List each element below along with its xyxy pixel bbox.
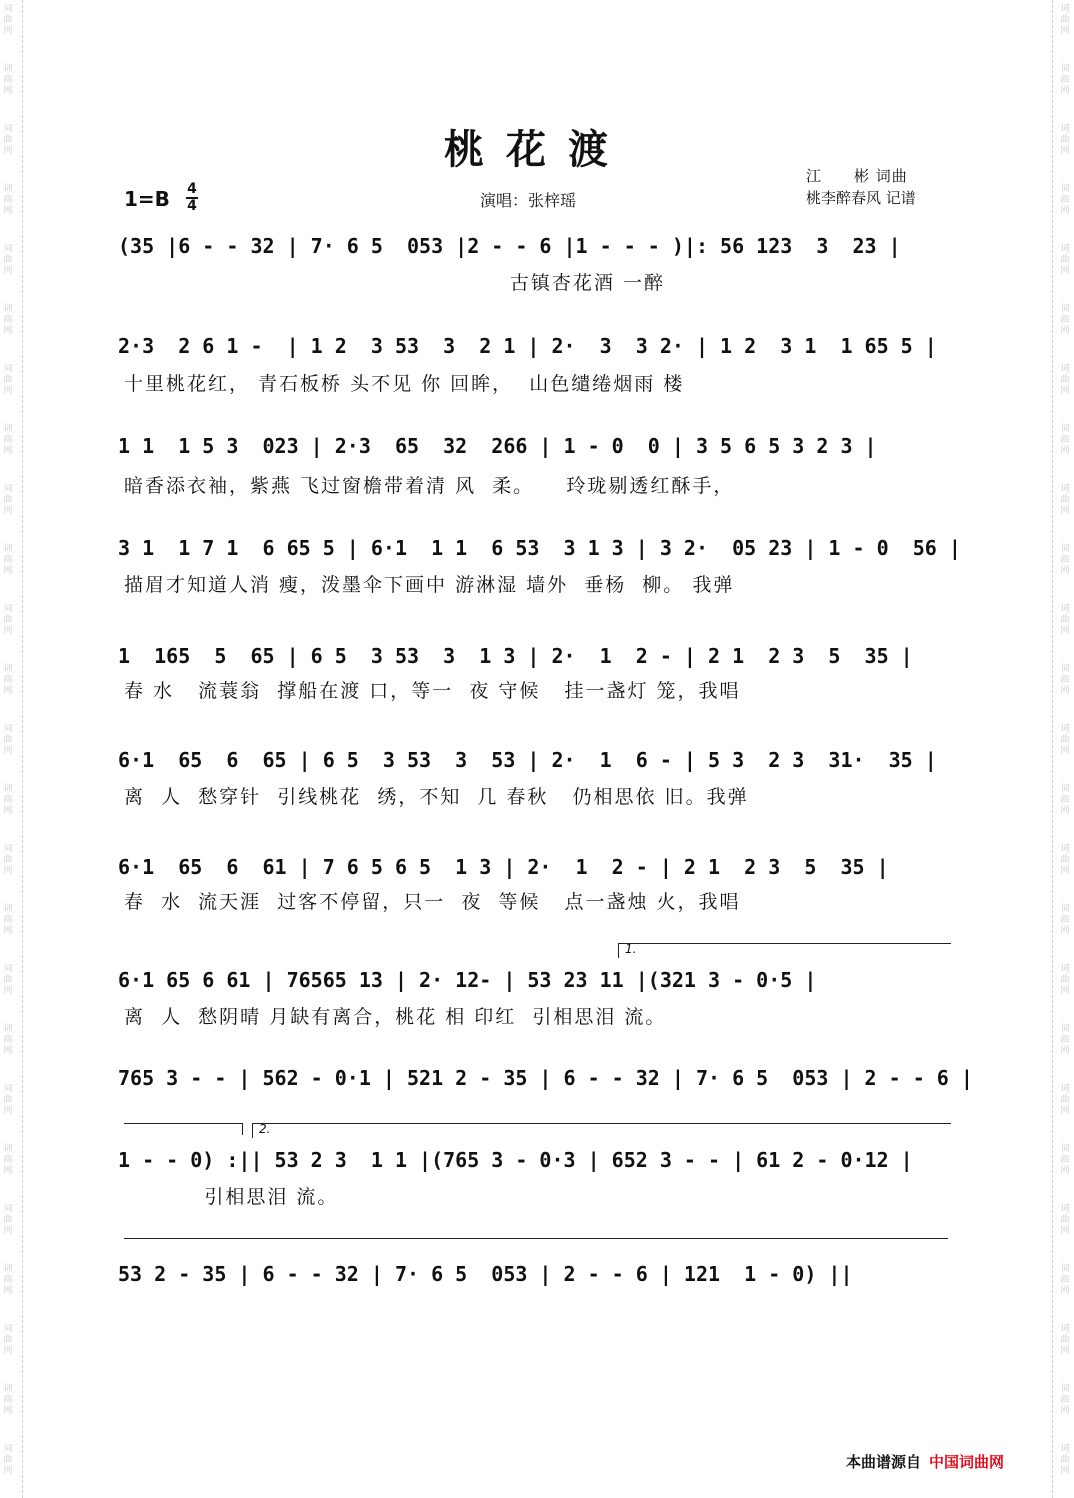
watermark-text: 词 曲 网 <box>3 4 13 36</box>
volta-1-label: 1. <box>625 942 637 956</box>
watermark-text: 词 曲 网 <box>3 1264 13 1296</box>
watermark-text: 词 曲 网 <box>3 184 13 216</box>
watermark-text: 词 曲 网 <box>1060 544 1070 576</box>
watermark-text: 词 曲 网 <box>3 424 13 456</box>
watermark-text: 词 曲 网 <box>1060 1384 1070 1416</box>
watermark-text: 词 曲 网 <box>1060 724 1070 756</box>
lyric-row-2: 十里桃花红， 青石板桥 头不见 你 回眸， 山色缱绻烟雨 楼 <box>124 373 685 395</box>
watermark-text: 词 曲 网 <box>1060 1204 1070 1236</box>
notation-row-7: 6·1 65 6 61 | 7 6 5 6 5 1 3 | 2· 1 2 - | 2 1 2 3 5 35 | <box>118 855 889 879</box>
time-signature <box>186 182 198 214</box>
watermark-text: 词 曲 网 <box>1060 364 1070 396</box>
watermark-text: 词 曲 网 <box>3 664 13 696</box>
watermark-text: 词 曲 网 <box>3 1324 13 1356</box>
watermark-text: 词 曲 网 <box>1060 1444 1070 1476</box>
watermark-text: 词 曲 网 <box>3 964 13 996</box>
watermark-text: 词 曲 网 <box>1060 304 1070 336</box>
lyric-row-10: 引相思泪 流。 <box>124 1186 339 1208</box>
watermark-text: 词 曲 网 <box>1060 124 1070 156</box>
notation-row-5: 1 165 5 65 | 6 5 3 53 3 1 3 | 2· 1 2 - | 2 1 2 3 5 35 | <box>118 644 913 668</box>
watermark-text: 词 曲 网 <box>3 244 13 276</box>
watermark-text: 词 曲 网 <box>3 364 13 396</box>
notation-row-2: 2·3 2 6 1 - | 1 2 3 53 3 2 1 | 2· 3 3 2· | 1 2 3 1 1 65 5 | <box>118 334 937 358</box>
notation-row-1: (35 |6 - - 32 | 7· 6 5 053 |2 - - 6 |1 - - - )|: 56 123 3 23 | <box>118 234 901 258</box>
watermark-text: 词 曲 网 <box>3 304 13 336</box>
watermark-text: 词 曲 网 <box>1060 64 1070 96</box>
watermark-text: 词 曲 网 <box>3 124 13 156</box>
notation-row-8: 6·1 65 6 61 | 76565 13 | 2· 12- | 53 23 11 |(321 3 - 0·5 | <box>118 968 817 992</box>
volta-1-end <box>242 1123 243 1135</box>
watermark-text: 词 曲 网 <box>1060 484 1070 516</box>
lyric-row-8: 离 人 愁阴晴 月缺有离合，桃花 相 印红 引相思泪 流。 <box>124 1006 667 1028</box>
notation-row-6: 6·1 65 6 65 | 6 5 3 53 3 53 | 2· 1 6 - | 5 3 2 3 31· 35 | <box>118 748 937 772</box>
notation-row-4: 3 1 1 7 1 6 65 5 | 6·1 1 1 6 53 3 1 3 | 3 2· 05 23 | 1 - 0 56 | <box>118 536 961 560</box>
watermark-text: 词 曲 网 <box>1060 844 1070 876</box>
watermark-text: 词 曲 网 <box>3 844 13 876</box>
watermark-text: 词 曲 网 <box>3 904 13 936</box>
notation-row-11: 53 2 - 35 | 6 - - 32 | 7· 6 5 053 | 2 - - 6 | 121 1 - 0) || <box>118 1262 853 1286</box>
watermark-text: 词 曲 网 <box>1060 1024 1070 1056</box>
watermark-text: 词 曲 网 <box>3 724 13 756</box>
watermark-text: 词 曲 网 <box>3 1084 13 1116</box>
watermark-text: 词 曲 网 <box>3 544 13 576</box>
notation-row-10: 1 - - 0) :|| 53 2 3 1 1 |(765 3 - 0·3 | 652 3 - - | 61 2 - 0·12 | <box>118 1148 913 1172</box>
song-title: 桃花渡 <box>444 126 630 173</box>
watermark-text: 词 曲 网 <box>1060 1264 1070 1296</box>
lyric-row-1: 古镇杏花酒 一醉 <box>124 272 665 294</box>
watermark-text: 词 曲 网 <box>1060 964 1070 996</box>
watermark-text: 词 曲 网 <box>1060 184 1070 216</box>
notation-row-9: 765 3 - - | 562 - 0·1 | 521 2 - 35 | 6 - - 32 | 7· 6 5 053 | 2 - - 6 | <box>118 1066 973 1090</box>
footer-site-link[interactable]: 中国词曲网 <box>929 1453 1005 1471</box>
watermark-text: 词 曲 网 <box>3 484 13 516</box>
lyric-row-5: 春 水 流蓑翁 撑船在渡 口，等一 夜 守候 挂一盏灯 笼，我唱 <box>124 680 741 702</box>
credits <box>806 165 916 209</box>
right-dashed-edge <box>1052 0 1054 1498</box>
volta-1-continuation <box>124 1123 242 1124</box>
watermark-text: 词 曲 网 <box>1060 424 1070 456</box>
watermark-text: 词 曲 网 <box>3 1444 13 1476</box>
lyricist-composer: 江 彬 词曲 <box>806 167 908 185</box>
watermark-text: 词 曲 网 <box>3 1144 13 1176</box>
left-dashed-edge <box>22 0 24 1498</box>
notation-row-3: 1 1 1 5 3 023 | 2·3 65 32 266 | 1 - 0 0 | 3 5 6 5 3 2 3 | <box>118 434 877 458</box>
watermark-text: 词 曲 网 <box>3 1024 13 1056</box>
watermark-text: 词 曲 网 <box>3 784 13 816</box>
watermark-text: 词 曲 网 <box>1060 1144 1070 1176</box>
watermark-text: 词 曲 网 <box>1060 4 1070 36</box>
volta-1-bracket <box>618 943 951 958</box>
transcriber: 桃李醉春风 记谱 <box>806 189 916 207</box>
time-signature-top: 4 <box>187 181 197 197</box>
watermark-text: 词 曲 网 <box>1060 664 1070 696</box>
watermark-text: 词 曲 网 <box>1060 604 1070 636</box>
lyric-row-6: 离 人 愁穿针 引线桃花 绣，不知 几 春秋 仍相思依 旧。我弹 <box>124 786 749 808</box>
lyric-row-7: 春 水 流天涯 过客不停留，只一 夜 等候 点一盏烛 火，我唱 <box>124 891 741 913</box>
footer-credit <box>846 1451 1004 1472</box>
watermark-text: 词 曲 网 <box>1060 244 1070 276</box>
watermark-text: 词 曲 网 <box>1060 1084 1070 1116</box>
key-signature: 1=B <box>124 187 170 211</box>
watermark-text: 词 曲 网 <box>3 1384 13 1416</box>
volta-2-continuation <box>124 1238 948 1239</box>
lyric-row-4: 描眉才知道人消 瘦，泼墨伞下画中 游淋湿 墙外 垂杨 柳。 我弹 <box>124 574 735 596</box>
footer-source-text: 本曲谱源自 <box>846 1453 922 1471</box>
watermark-text: 词 曲 网 <box>3 1204 13 1236</box>
volta-2-label: 2. <box>259 1122 271 1136</box>
watermark-text: 词 曲 网 <box>1060 784 1070 816</box>
time-signature-bottom: 4 <box>187 198 197 214</box>
watermark-text: 词 曲 网 <box>1060 1324 1070 1356</box>
watermark-text: 词 曲 网 <box>3 604 13 636</box>
singer-credit: 演唱：张梓瑶 <box>480 191 577 210</box>
watermark-text: 词 曲 网 <box>3 64 13 96</box>
watermark-text: 词 曲 网 <box>1060 904 1070 936</box>
volta-2-bracket <box>252 1123 951 1138</box>
lyric-row-3: 暗香添衣袖，紫燕 飞过窗檐带着清 风 柔。 玲珑剔透红酥手， <box>124 475 735 497</box>
